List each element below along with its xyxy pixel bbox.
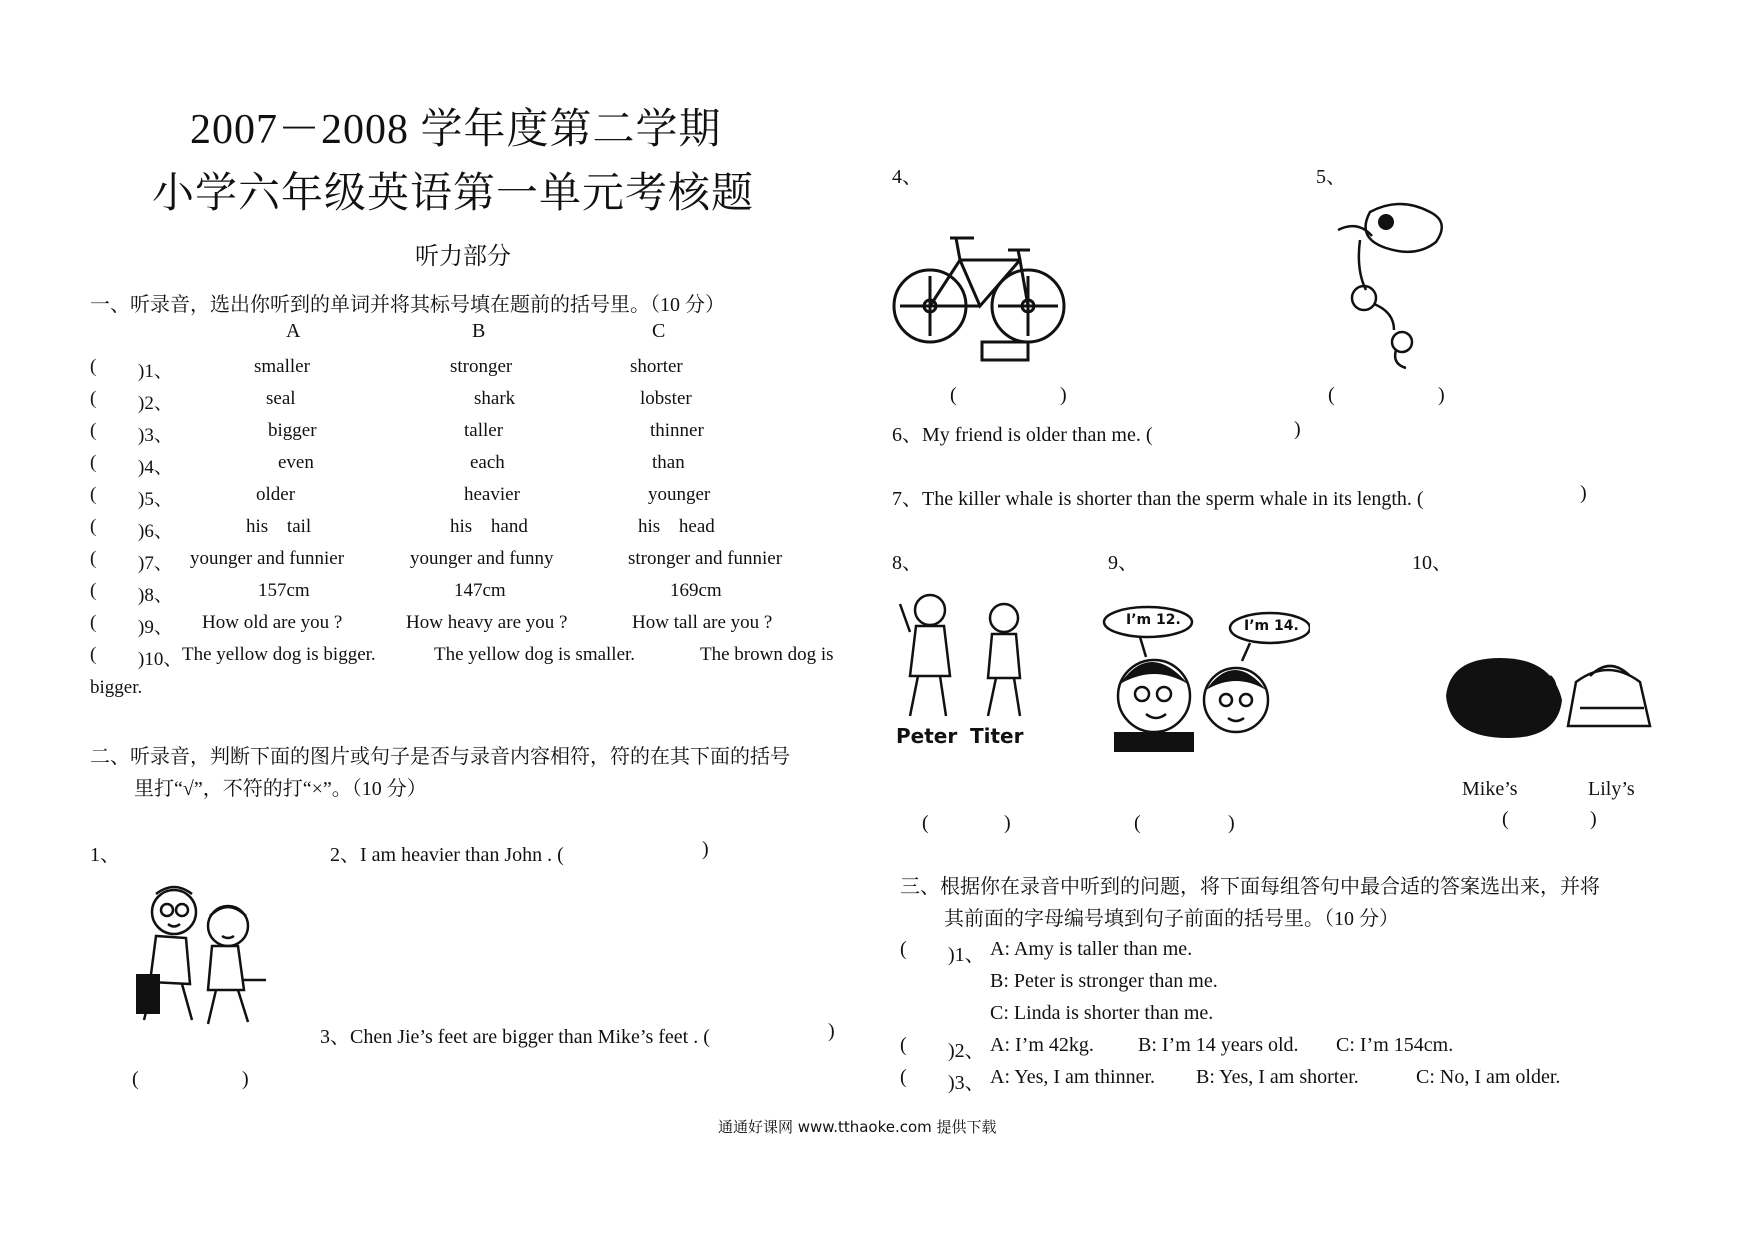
option-a: seal [266, 388, 296, 409]
option-c: shorter [630, 356, 683, 377]
two-bags-illustration [1440, 652, 1662, 744]
answer-paren[interactable]: ( [90, 644, 97, 665]
question-1-close-paren[interactable]: ) [242, 1068, 249, 1090]
row-num: )3、 [138, 425, 173, 446]
row-num: )5、 [138, 489, 173, 510]
option-b: each [470, 452, 505, 473]
part3-q2-paren[interactable]: ( [900, 1034, 907, 1056]
answer-paren[interactable]: ( [90, 580, 97, 601]
bicycle-illustration [890, 230, 1068, 370]
question-5-close-paren[interactable]: ) [1438, 384, 1445, 406]
row-num: )10、 [138, 649, 183, 670]
answer-paren[interactable]: ( [90, 452, 97, 473]
row-num: )6、 [138, 521, 173, 542]
question-8-close-paren[interactable]: ) [1004, 812, 1011, 834]
row-num: )1、 [138, 361, 173, 382]
page-title-line1: 2007－2008 学年度第二学期 [190, 107, 722, 153]
option-b: stronger [450, 356, 513, 377]
question-10-close-paren[interactable]: ) [1590, 808, 1597, 830]
question-9-close-paren[interactable]: ) [1228, 812, 1235, 834]
question-6-close-paren[interactable]: ) [1294, 418, 1301, 440]
option-c: 169cm [670, 580, 722, 601]
answer-paren[interactable]: ( [90, 356, 97, 377]
question-10-label: 10、 [1412, 552, 1452, 574]
option-a: How old are you ? [202, 612, 343, 633]
page-title-line2: 小学六年级英语第一单元考核题 [152, 171, 755, 217]
question-5-label: 5、 [1316, 166, 1346, 188]
part3-q1-option-c: C: Linda is shorter than me. [990, 1002, 1214, 1024]
question-4-label: 4、 [892, 166, 922, 188]
part3-instruction-line1: 三、根据你在录音中听到的问题，将下面每组答句中最合适的答案选出来，并将 [900, 876, 1600, 898]
option-c: younger [648, 484, 711, 505]
part3-q1-option-b: B: Peter is stronger than me. [990, 970, 1218, 992]
part3-q1-num: )1、 [948, 944, 985, 966]
question-3-close-paren[interactable]: ) [828, 1020, 835, 1042]
part2-instruction-line2: 里打“√”，不符的打“×”。（10 分） [134, 778, 427, 800]
question-4-close-paren[interactable]: ) [1060, 384, 1067, 406]
option-b: The yellow dog is smaller. [434, 644, 636, 665]
two-boys-illustration [134, 880, 268, 1030]
option-c: lobster [640, 388, 692, 409]
part3-q3-num: )3、 [948, 1072, 985, 1094]
option-a: smaller [254, 356, 310, 377]
animals-illustration [1330, 200, 1454, 372]
part3-q2-option-b: B: I’m 14 years old. [1138, 1034, 1299, 1056]
option-a: The yellow dog is bigger. [182, 644, 376, 665]
option-b: 147cm [454, 580, 506, 601]
row-num: )7、 [138, 553, 173, 574]
question-8-label: 8、 [892, 552, 922, 574]
question-2: 2、I am heavier than John . ( [330, 844, 564, 866]
question-7: 7、The killer whale is shorter than the sperm whale in its length. ( [892, 488, 1424, 510]
part3-q3-option-a: A: Yes, I am thinner. [990, 1066, 1155, 1088]
question-5-open-paren[interactable]: ( [1328, 384, 1335, 406]
option-c: than [652, 452, 685, 473]
titer-label: Titer [970, 724, 1024, 748]
part3-q2-option-c: C: I’m 154cm. [1336, 1034, 1454, 1056]
part3-q3-option-b: B: Yes, I am shorter. [1196, 1066, 1359, 1088]
part3-instruction-line2: 其前面的字母编号填到句子前面的括号里。（10 分） [944, 908, 1399, 930]
option-b: shark [474, 388, 516, 409]
part3-q1-paren[interactable]: ( [900, 938, 907, 960]
option-b: younger and funny [410, 548, 554, 569]
option-c: his head [638, 516, 715, 537]
option-a: older [256, 484, 296, 505]
option-c: How tall are you ? [632, 612, 773, 633]
question-7-close-paren[interactable]: ) [1580, 482, 1587, 504]
row-num: )2、 [138, 393, 173, 414]
option-b: How heavy are you ? [406, 612, 568, 633]
part3-q3-option-c: C: No, I am older. [1416, 1066, 1561, 1088]
question-3: 3、Chen Jie’s feet are bigger than Mike’s feet . ( [320, 1026, 710, 1048]
row-num: )9、 [138, 617, 173, 638]
option-c-continued: bigger. [90, 677, 143, 698]
part1-instruction: 一、听录音，选出你听到的单词并将其标号填在题前的括号里。（10 分） [90, 294, 725, 316]
option-a: even [278, 452, 314, 473]
col-b-header: B [472, 320, 486, 342]
question-1-open-paren[interactable]: ( [132, 1068, 139, 1090]
question-8-open-paren[interactable]: ( [922, 812, 929, 834]
lilys-label: Lily’s [1588, 778, 1635, 800]
footer-download-note: 通通好课网 www.tthaoke.com 提供下载 [718, 1118, 997, 1136]
option-b: taller [464, 420, 504, 441]
peter-label: Peter [896, 724, 958, 748]
part3-q3-paren[interactable]: ( [900, 1066, 907, 1088]
part3-q1-option-a: A: Amy is taller than me. [990, 938, 1193, 960]
option-b: heavier [464, 484, 520, 505]
part3-q2-option-a: A: I’m 42kg. [990, 1034, 1094, 1056]
row-num: )8、 [138, 585, 173, 606]
question-6: 6、My friend is older than me. ( [892, 424, 1153, 446]
question-2-close-paren[interactable]: ) [702, 838, 709, 860]
answer-paren[interactable]: ( [90, 388, 97, 409]
col-a-header: A [286, 320, 301, 342]
question-10-open-paren[interactable]: ( [1502, 808, 1509, 830]
mikes-label: Mike’s [1462, 778, 1518, 800]
option-c: The brown dog is [700, 644, 834, 665]
option-a: bigger [268, 420, 317, 441]
section-heading: 听力部分 [415, 244, 511, 270]
option-a: 157cm [258, 580, 310, 601]
answer-paren[interactable]: ( [90, 484, 97, 505]
question-9-open-paren[interactable]: ( [1134, 812, 1141, 834]
row-num: )4、 [138, 457, 173, 478]
option-c: thinner [650, 420, 704, 441]
question-9-label: 9、 [1108, 552, 1138, 574]
answer-paren[interactable]: ( [90, 612, 97, 633]
part3-q2-num: )2、 [948, 1040, 985, 1062]
peter-titer-illustration [892, 588, 1034, 728]
speech-bubble-2: I’m 14. [1244, 618, 1299, 634]
option-a: younger and funnier [190, 548, 345, 569]
speech-bubble-1: I’m 12. [1126, 612, 1181, 628]
part2-instruction-line1: 二、听录音，判断下面的图片或句子是否与录音内容相符，符的在其下面的括号 [90, 746, 790, 768]
answer-paren[interactable]: ( [90, 420, 97, 441]
option-c: stronger and funnier [628, 548, 783, 569]
col-c-header: C [652, 320, 666, 342]
option-b: his hand [450, 516, 528, 537]
answer-paren[interactable]: ( [90, 548, 97, 569]
answer-paren[interactable]: ( [90, 516, 97, 537]
option-a: his tail [246, 516, 312, 537]
question-1-label: 1、 [90, 844, 120, 866]
question-4-open-paren[interactable]: ( [950, 384, 957, 406]
